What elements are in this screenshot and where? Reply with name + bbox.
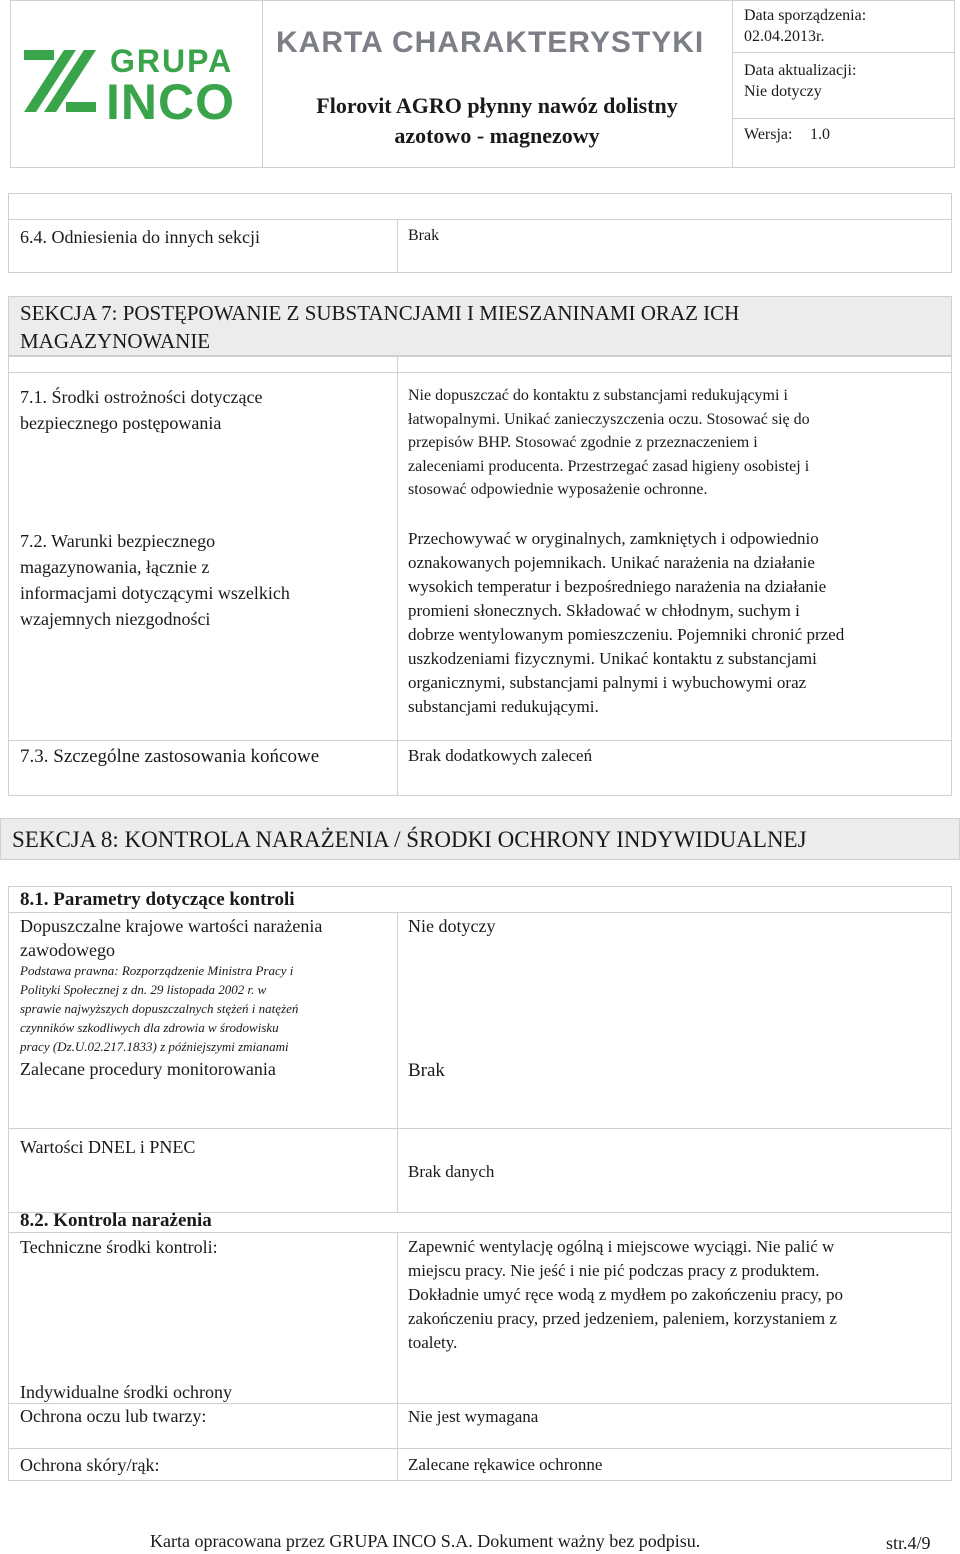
section-7-row-sep — [8, 372, 952, 373]
section-7-1-label-line2: bezpiecznego postępowania — [20, 413, 222, 433]
section-7-2-label-line4: wzajemnych niezgodności — [20, 609, 211, 629]
technical-controls-value-line2: miejscu pracy. Nie jeść i nie pić podczas pracy z produktem. — [408, 1261, 820, 1280]
monitoring-value: Brak — [408, 1060, 445, 1081]
skin-protection-value: Zalecane rękawice ochronne — [408, 1455, 603, 1474]
eye-protection-label: Ochrona oczu lub twarzy: — [20, 1406, 207, 1426]
section-7-1-value-line5: stosować odpowiednie wyposażenie ochronne. — [408, 481, 708, 498]
monitoring-label: Zalecane procedury monitorowania — [20, 1059, 276, 1079]
section-7-2-value-line8: substancjami redukującymi. — [408, 697, 599, 716]
section-7-1-value-line2: łatwopalnymi. Unikać zanieczyszczenia oczu. Stosować się do — [408, 410, 810, 428]
section-7-2-label-line3: informacjami dotyczącymi wszelkich — [20, 583, 290, 603]
section-6-4-divider — [397, 220, 398, 273]
updated-date-value: Nie dotyczy — [744, 83, 822, 100]
section-8-row-sep — [8, 1448, 952, 1449]
technical-controls-value-line5: toalety. — [408, 1333, 458, 1352]
page-number: str.4/9 — [886, 1533, 931, 1553]
section-7-1-value-line3: przepisów BHP. Stosować zgodnie z przeznaczeniem i — [408, 434, 758, 451]
product-name-line2: azotowo - magnezowy — [394, 123, 600, 148]
technical-controls-value-line3: Dokładnie umyć ręce wodą z mydłem po zakończeniu pracy, po — [408, 1285, 844, 1304]
section-8-divider — [397, 1232, 398, 1481]
legal-basis-line3: sprawie najwyższych dopuszczalnych stężeń i natężeń — [20, 1001, 299, 1016]
logo-text-top: GRUPA — [110, 43, 234, 79]
section-7-1-value-line1: Nie dopuszczać do kontaktu z substancjami redukującymi i — [408, 387, 788, 404]
nds-value: Nie dotyczy — [408, 916, 496, 936]
technical-controls-value-line4: zakończeniu pracy, przed jedzeniem, paleniem, korzystaniem z — [408, 1309, 837, 1328]
product-name-line1: Florovit AGRO płynny nawóz dolistny — [316, 93, 678, 118]
section-6-4-value: Brak — [408, 227, 440, 244]
section-7-2-value-line2: oznakowanych pojemnikach. Unikać narażenia na działanie — [408, 553, 815, 572]
nds-label-line2: zawodowego — [20, 940, 115, 960]
section-7-3-label: 7.3. Szczególne zastosowania końcowe — [20, 746, 320, 767]
section-8-1-subheading: 8.1. Parametry dotyczące kontroli — [20, 889, 295, 910]
section-6-4-label: 6.4. Odniesienia do innych sekcji — [20, 227, 260, 247]
dnel-pnec-label: Wartości DNEL i PNEC — [20, 1137, 196, 1157]
dnel-pnec-value: Brak danych — [408, 1162, 495, 1181]
section-7-2-value-line1: Przechowywać w oryginalnych, zamkniętych i odpowiednio — [408, 529, 819, 548]
section-7-3-value: Brak dodatkowych zaleceń — [408, 746, 593, 765]
version-label: Wersja: — [744, 126, 793, 143]
section-7-divider — [397, 356, 398, 796]
section-8-2-subheading: 8.2. Kontrola narażenia — [20, 1210, 212, 1231]
section-8-heading: SEKCJA 8: KONTROLA NARAŻENIA / ŚRODKI OCHRONY INDYWIDUALNEJ — [12, 827, 807, 852]
section-7-2-label-line1: 7.2. Warunki bezpiecznego — [20, 531, 216, 551]
created-date-label: Data sporządzenia: — [744, 7, 867, 24]
section-7-2-label-line2: magazynowania, łącznie z — [20, 557, 210, 577]
footer-text: Karta opracowana przez GRUPA INCO S.A. Dokument ważny bez podpisu. — [150, 1531, 701, 1551]
logo-mark-icon — [20, 42, 100, 122]
header-meta-divider — [732, 0, 733, 168]
technical-controls-value-line1: Zapewnić wentylację ogólną i miejscowe wyciągi. Nie palić w — [408, 1237, 835, 1256]
section-7-2-value-line4: promieni słonecznych. Składować w chłodnym, suchym i — [408, 601, 800, 620]
eye-protection-value: Nie jest wymagana — [408, 1407, 539, 1426]
section-7-2-value-line7: organicznymi, substancjami palnymi i wybuchowymi oraz — [408, 673, 807, 692]
logo-text-bottom: INCO — [106, 74, 235, 130]
legal-basis-line1: Podstawa prawna: Rozporządzenie Ministra Pracy i — [20, 963, 294, 978]
section-7-2-value-line6: uszkodzeniami fizycznymi. Unikać kontaktu z substancjami — [408, 649, 817, 668]
legal-basis-line5: pracy (Dz.U.02.217.1833) z późniejszymi zmianami — [20, 1039, 289, 1054]
header-meta-sep1 — [732, 52, 955, 53]
section-7-2-value-line3: wysokich temperatur i bezpośredniego narażenia na działanie — [408, 577, 827, 596]
section-7-heading-line2: MAGAZYNOWANIE — [20, 329, 211, 353]
section-7-1-label-line1: 7.1. Środki ostrożności dotyczące — [20, 387, 263, 407]
technical-controls-label: Techniczne środki kontroli: — [20, 1237, 218, 1257]
updated-date-label: Data aktualizacji: — [744, 62, 857, 79]
company-logo — [20, 40, 250, 130]
legal-basis-line2: Polityki Społecznej z dn. 29 listopada 2002 r. w — [20, 982, 267, 997]
header-meta-sep2 — [732, 118, 955, 119]
section-7-heading-line1: SEKCJA 7: POSTĘPOWANIE Z SUBSTANCJAMI I MIESZANINAMI ORAZ ICH — [20, 301, 740, 325]
created-date-value: 02.04.2013r. — [744, 28, 825, 45]
nds-label-line1: Dopuszczalne krajowe wartości narażenia — [20, 916, 323, 936]
document-title: KARTA CHARAKTERYSTYKI — [276, 26, 705, 59]
section-7-1-value-line4: zaleceniami producenta. Przestrzegać zasad higieny osobistej i — [408, 457, 810, 475]
section-7-row-sep — [8, 740, 952, 741]
section-6-4-top-band — [8, 193, 952, 220]
skin-protection-label: Ochrona skóry/rąk: — [20, 1455, 160, 1475]
version-value: 1.0 — [810, 126, 830, 143]
section-8-divider — [397, 912, 398, 1212]
section-8-row-sep — [8, 1128, 952, 1129]
ppe-label: Indywidualne środki ochrony — [20, 1382, 232, 1402]
section-7-2-value-line5: dobrze wentylowanym pomieszczeniu. Pojemniki chronić przed — [408, 625, 845, 644]
legal-basis-line4: czynników szkodliwych dla zdrowia w środowisku — [20, 1020, 279, 1035]
